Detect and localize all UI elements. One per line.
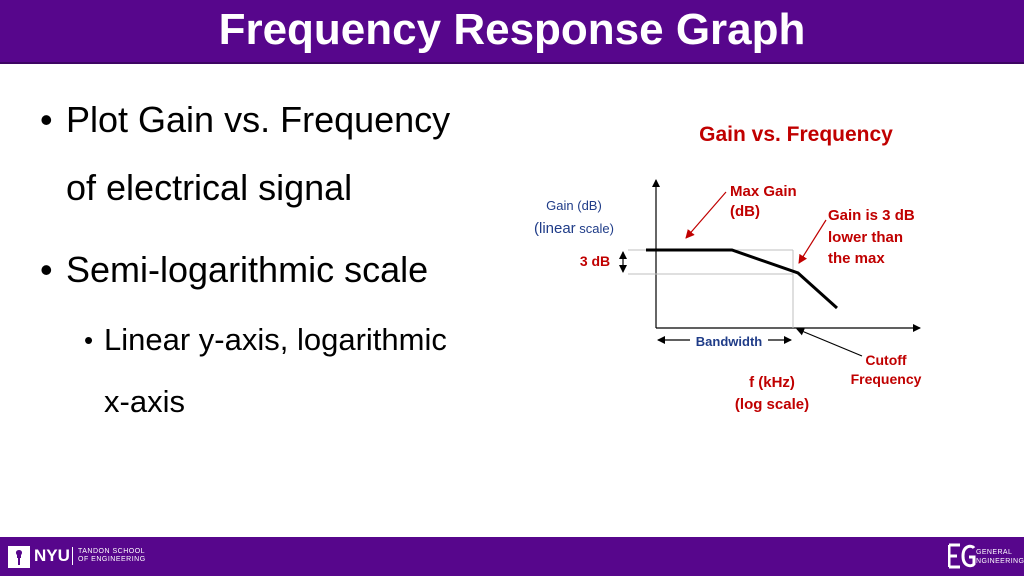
school-name-line-2: OF ENGINEERING <box>78 556 146 563</box>
frequency-response-diagram <box>500 100 980 440</box>
y-axis-label-1: Gain (dB) <box>546 198 602 213</box>
cutoff-label-2: Frequency <box>850 371 922 387</box>
x-axis-label-2: (log scale) <box>734 396 810 413</box>
footer-bar <box>0 537 1024 576</box>
max-gain-arrow <box>686 192 726 238</box>
eg-wordmark-line-2: NGINEERING <box>976 558 1024 565</box>
school-name <box>78 548 146 564</box>
bullet-dot-icon: • <box>40 249 53 290</box>
eg-logo-icon <box>948 543 976 569</box>
sub-bullet-1-line-1: Linear y-axis, logarithmic <box>104 322 447 357</box>
slide-title: Frequency Response Graph <box>218 5 806 54</box>
header-bar <box>0 0 1024 64</box>
max-gain-label-1: Max Gain <box>730 183 797 200</box>
x-axis-label-1: f (kHz) <box>749 374 795 391</box>
bullet-1-line-2: of electrical signal <box>66 167 353 208</box>
cutoff-arrow <box>797 329 862 356</box>
bullet-2-line-1: Semi-logarithmic scale <box>66 249 429 290</box>
three-db-label: 3 dB <box>579 253 611 269</box>
max-gain-label-2: (dB) <box>730 203 760 220</box>
cutoff-note-arrow <box>799 220 826 263</box>
sub-bullet-dot-icon: • <box>84 325 94 355</box>
nyu-wordmark: NYU <box>34 546 70 565</box>
cutoff-note-2: lower than <box>828 229 904 246</box>
cutoff-note-3: the max <box>828 250 885 267</box>
nyu-torch-icon <box>8 546 30 568</box>
cutoff-note-1: Gain is 3 dB <box>828 207 915 224</box>
school-name-line-1: TANDON SCHOOL <box>78 548 146 555</box>
response-curve <box>646 250 837 308</box>
eg-wordmark-line-1: GENERAL <box>976 549 1013 556</box>
bullet-1-line-1: Plot Gain vs. Frequency <box>66 99 451 140</box>
footer-divider <box>72 547 73 565</box>
eg-wordmark <box>976 548 1024 566</box>
diagram-title: Gain vs. Frequency <box>699 123 893 146</box>
diagram-svg <box>500 100 980 440</box>
bandwidth-label: Bandwidth <box>695 334 763 349</box>
y-axis-label-2: (linear scale) <box>534 220 614 237</box>
cutoff-label-1: Cutoff <box>865 352 907 368</box>
sub-bullet-1-line-2: x-axis <box>104 384 185 419</box>
bullet-dot-icon: • <box>40 99 53 140</box>
